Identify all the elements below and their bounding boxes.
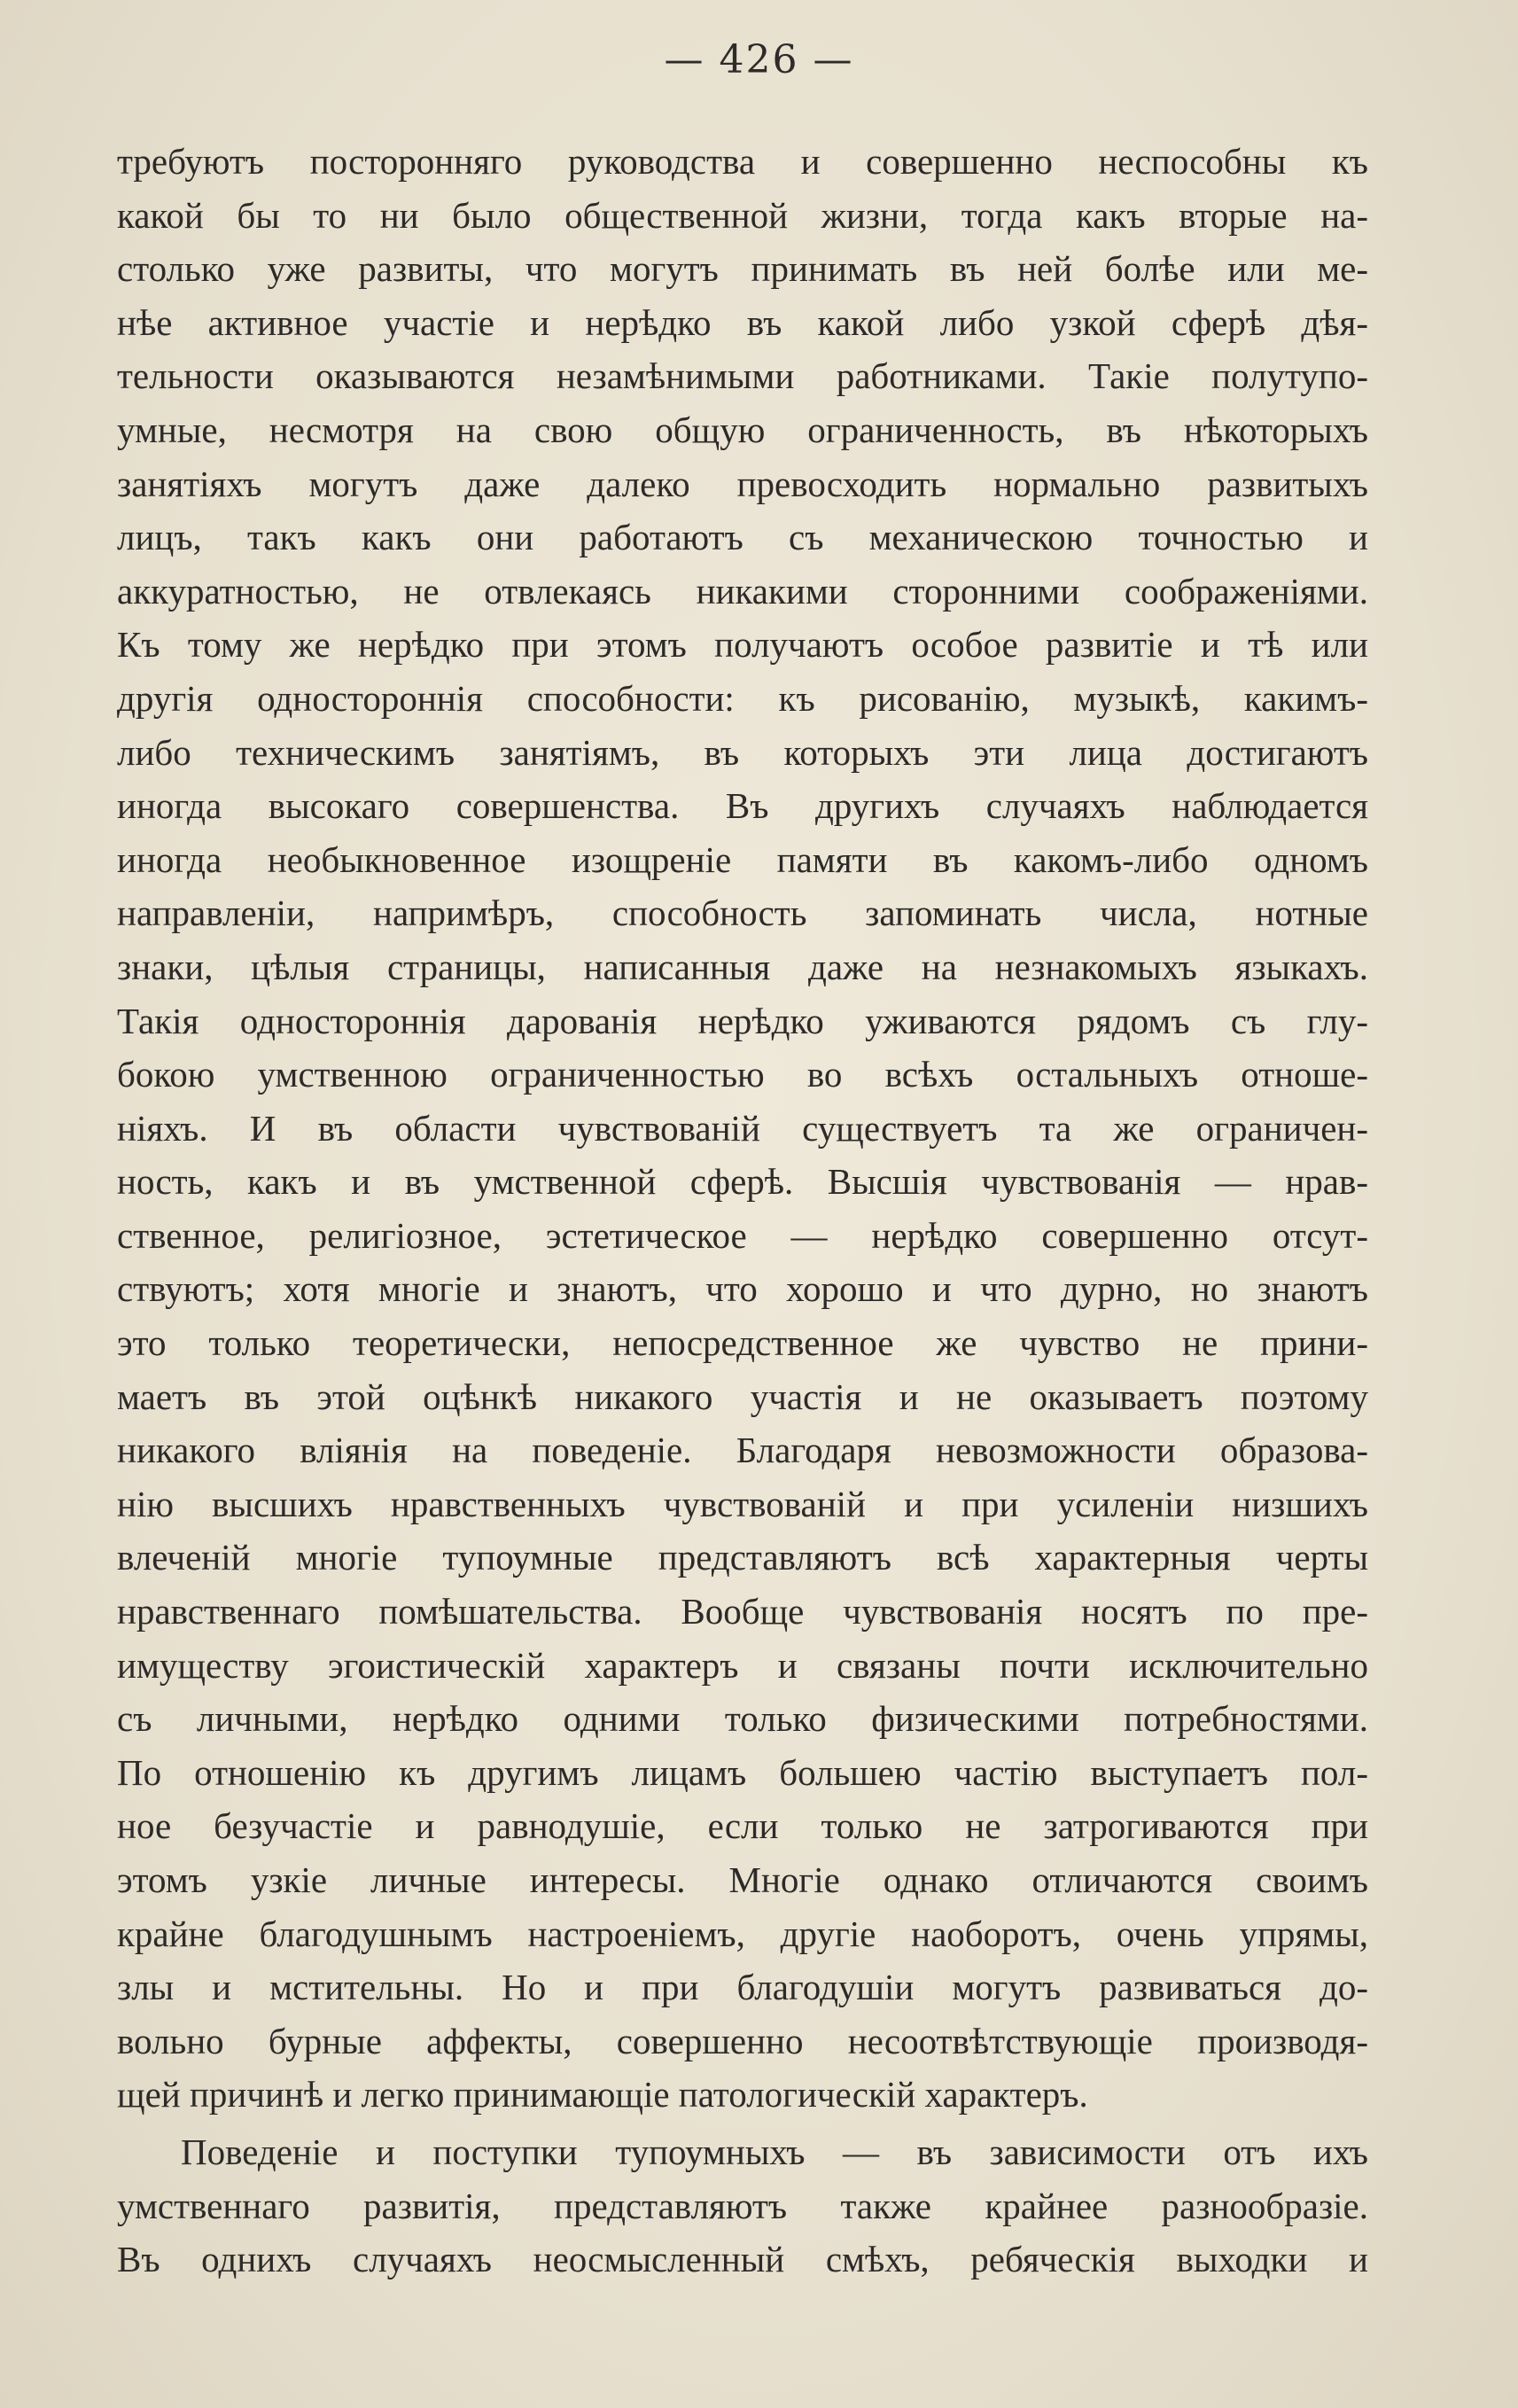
text-line: какой бы то ни было общественной жизни, тогда какъ вторые на- — [117, 194, 1368, 236]
text-line: аккуратностью, не отвлекаясь никакими сторонними соображеніями. — [117, 570, 1368, 612]
text-line: умные, несмотря на свою общую ограниченность, въ нѣкоторыхъ — [117, 409, 1368, 450]
text-line: нѣе активное участіе и нерѣдко въ какой либо узкой сферѣ дѣя- — [117, 301, 1368, 343]
text-line: съ личными, нерѣдко одними только физическими потребностями. — [117, 1698, 1368, 1740]
text-line: другія одностороннія способности: къ рисованію, музыкѣ, какимъ- — [117, 677, 1368, 719]
text-line: Поведеніе и поступки тупоумныхъ — въ зависимости отъ ихъ — [181, 2131, 1368, 2172]
text-line: нравственнаго помѣшательства. Вообще чувствованія носятъ по пре- — [117, 1591, 1368, 1633]
text-line: крайне благодушнымъ настроеніемъ, другіе наоборотъ, очень упрямы, — [117, 1913, 1368, 1954]
text-line: направленіи, напримѣръ, способность запоминать числа, нотные — [117, 892, 1368, 934]
text-line: иногда необыкновенное изощреніе памяти въ какомъ-либо одномъ — [117, 838, 1368, 880]
text-line: бокою умственною ограниченностью во всѣхъ остальныхъ отноше- — [117, 1054, 1368, 1095]
text-line: никакого вліянія на поведеніе. Благодаря невозможности образова- — [117, 1430, 1368, 1471]
text-line: занятіяхъ могутъ даже далеко превосходить нормально развитыхъ — [117, 463, 1368, 504]
paragraph-1 — [117, 135, 1368, 2122]
text-line: маетъ въ этой оцѣнкѣ никакого участія и не оказываетъ поэтому — [117, 1375, 1368, 1417]
text-line: имуществу эгоистическій характеръ и связаны почти исключительно — [117, 1644, 1368, 1686]
text-line: Такія одностороннія дарованія нерѣдко уживаются рядомъ съ глу- — [117, 1000, 1368, 1041]
text-line: либо техническимъ занятіямъ, въ которыхъ эти лица достигаютъ — [117, 731, 1368, 773]
text-line: вольно бурные аффекты, совершенно несоотвѣтствующіе производя- — [117, 2020, 1368, 2061]
text-line: ніяхъ. И въ области чувствованій существуетъ та же ограничен- — [117, 1107, 1368, 1149]
page-number: — 426 — — [664, 37, 854, 82]
text-line: иногда высокаго совершенства. Въ другихъ случаяхъ наблюдается — [117, 785, 1368, 827]
text-line: это только теоретически, непосредственное же чувство не прини- — [117, 1322, 1368, 1364]
text-line: щей причинѣ и легко принимающіе патологическій характеръ. — [117, 2074, 1088, 2116]
text-line: умственнаго развитія, представляютъ также крайнее разнообразіе. — [117, 2185, 1368, 2226]
text-line: нію высшихъ нравственныхъ чувствованій и при усиленіи низшихъ — [117, 1483, 1368, 1524]
text-line: Къ тому же нерѣдко при этомъ получаютъ особое развитіе и тѣ или — [117, 624, 1368, 666]
text-line: ность, какъ и въ умственной сферѣ. Высшія чувствованія — нрав- — [117, 1161, 1368, 1203]
text-line: ное безучастіе и равнодушіе, если только не затрогиваются при — [117, 1805, 1368, 1847]
text-line: злы и мстительны. Но и при благодушіи могутъ развиваться до- — [117, 1967, 1368, 2008]
text-line: требуютъ посторонняго руководства и совершенно неспособны къ — [117, 141, 1368, 182]
text-line: знаки, цѣлыя страницы, написанныя даже на незнакомыхъ языкахъ. — [117, 946, 1368, 987]
text-line: ствуютъ; хотя многіе и знаютъ, что хорошо и что дурно, но знаютъ — [117, 1268, 1368, 1310]
text-line: ственное, религіозное, эстетическое — нерѣдко совершенно отсут- — [117, 1214, 1368, 1256]
text-line: лицъ, такъ какъ они работаютъ съ механическою точностью и — [117, 517, 1368, 558]
text-line: По отношенію къ другимъ лицамъ большею частію выступаетъ пол- — [117, 1751, 1368, 1793]
text-line: столько уже развиты, что могутъ принимать въ ней болѣе или ме- — [117, 248, 1368, 290]
text-line: этомъ узкіе личные интересы. Многіе однако отличаются своимъ — [117, 1859, 1368, 1900]
paragraph-2 — [117, 2125, 1368, 2287]
text-line: тельности оказываются незамѣнимыми работниками. Такіе полутупо- — [117, 355, 1368, 397]
text-line: влеченій многіе тупоумные представляютъ всѣ характерныя черты — [117, 1537, 1368, 1578]
text-line: Въ однихъ случаяхъ неосмысленный смѣхъ, ребяческія выходки и — [117, 2239, 1368, 2280]
text-body — [117, 135, 1368, 2287]
